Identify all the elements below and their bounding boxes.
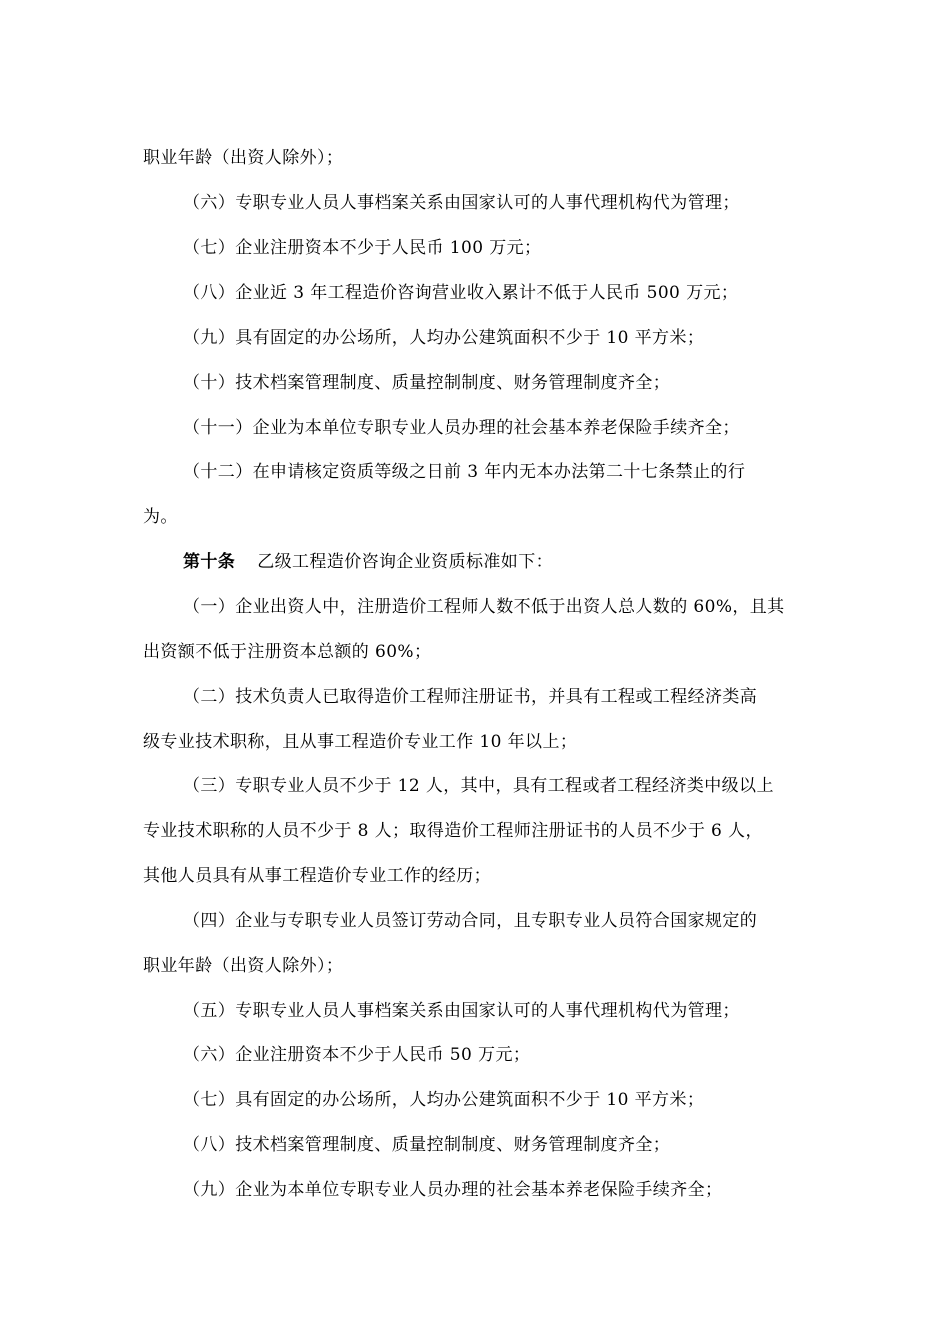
text-line: 职业年龄（出资人除外）； [143,148,344,168]
article-heading: 第十条 [183,552,236,572]
text-line: （十一）企业为本单位专职专业人员办理的社会基本养老保险手续齐全； [183,418,740,438]
text-line: 为。 [143,507,178,527]
text-line: （九）企业为本单位专职专业人员办理的社会基本养老保险手续齐全； [183,1180,723,1200]
text-line: 其他人员具有从事工程造价专业工作的经历； [143,866,491,886]
text-line: （七）具有固定的办公场所，人均办公建筑面积不少于 10 平方米； [183,1090,705,1110]
text-line: 出资额不低于注册资本总额的 60%； [143,642,432,662]
text-line: （一）企业出资人中，注册造价工程师人数不低于出资人总人数的 60%，且其 [183,597,785,617]
text-line: 职业年龄（出资人除外）； [143,956,344,976]
text-line: （六）企业注册资本不少于人民币 50 万元； [183,1045,531,1065]
text-line: （九）具有固定的办公场所，人均办公建筑面积不少于 10 平方米； [183,328,705,348]
article-line [183,552,553,572]
text-line: （三）专职专业人员不少于 12 人，其中，具有工程或者工程经济类中级以上 [183,776,774,796]
text-line: （六）专职专业人员人事档案关系由国家认可的人事代理机构代为管理； [183,193,740,213]
text-line: 级专业技术职称，且从事工程造价专业工作 10 年以上； [143,732,578,752]
text-line: （五）专职专业人员人事档案关系由国家认可的人事代理机构代为管理； [183,1001,740,1021]
text-line: （二）技术负责人已取得造价工程师注册证书，并具有工程或工程经济类高 [183,687,758,707]
text-line: （八）企业近 3 年工程造价咨询营业收入累计不低于人民币 500 万元； [183,283,739,303]
text-line: （七）企业注册资本不少于人民币 100 万元； [183,238,542,258]
text-line: （十）技术档案管理制度、质量控制制度、财务管理制度齐全； [183,373,671,393]
text-line: 专业技术职称的人员不少于 8 人；取得造价工程师注册证书的人员不少于 6 人， [143,821,763,841]
article-text: 乙级工程造价咨询企业资质标准如下： [257,552,554,572]
text-line: （八）技术档案管理制度、质量控制制度、财务管理制度齐全； [183,1135,671,1155]
text-line: （十二）在申请核定资质等级之日前 3 年内无本办法第二十七条禁止的行 [183,462,746,482]
text-line: （四）企业与专职专业人员签订劳动合同，且专职专业人员符合国家规定的 [183,911,758,931]
